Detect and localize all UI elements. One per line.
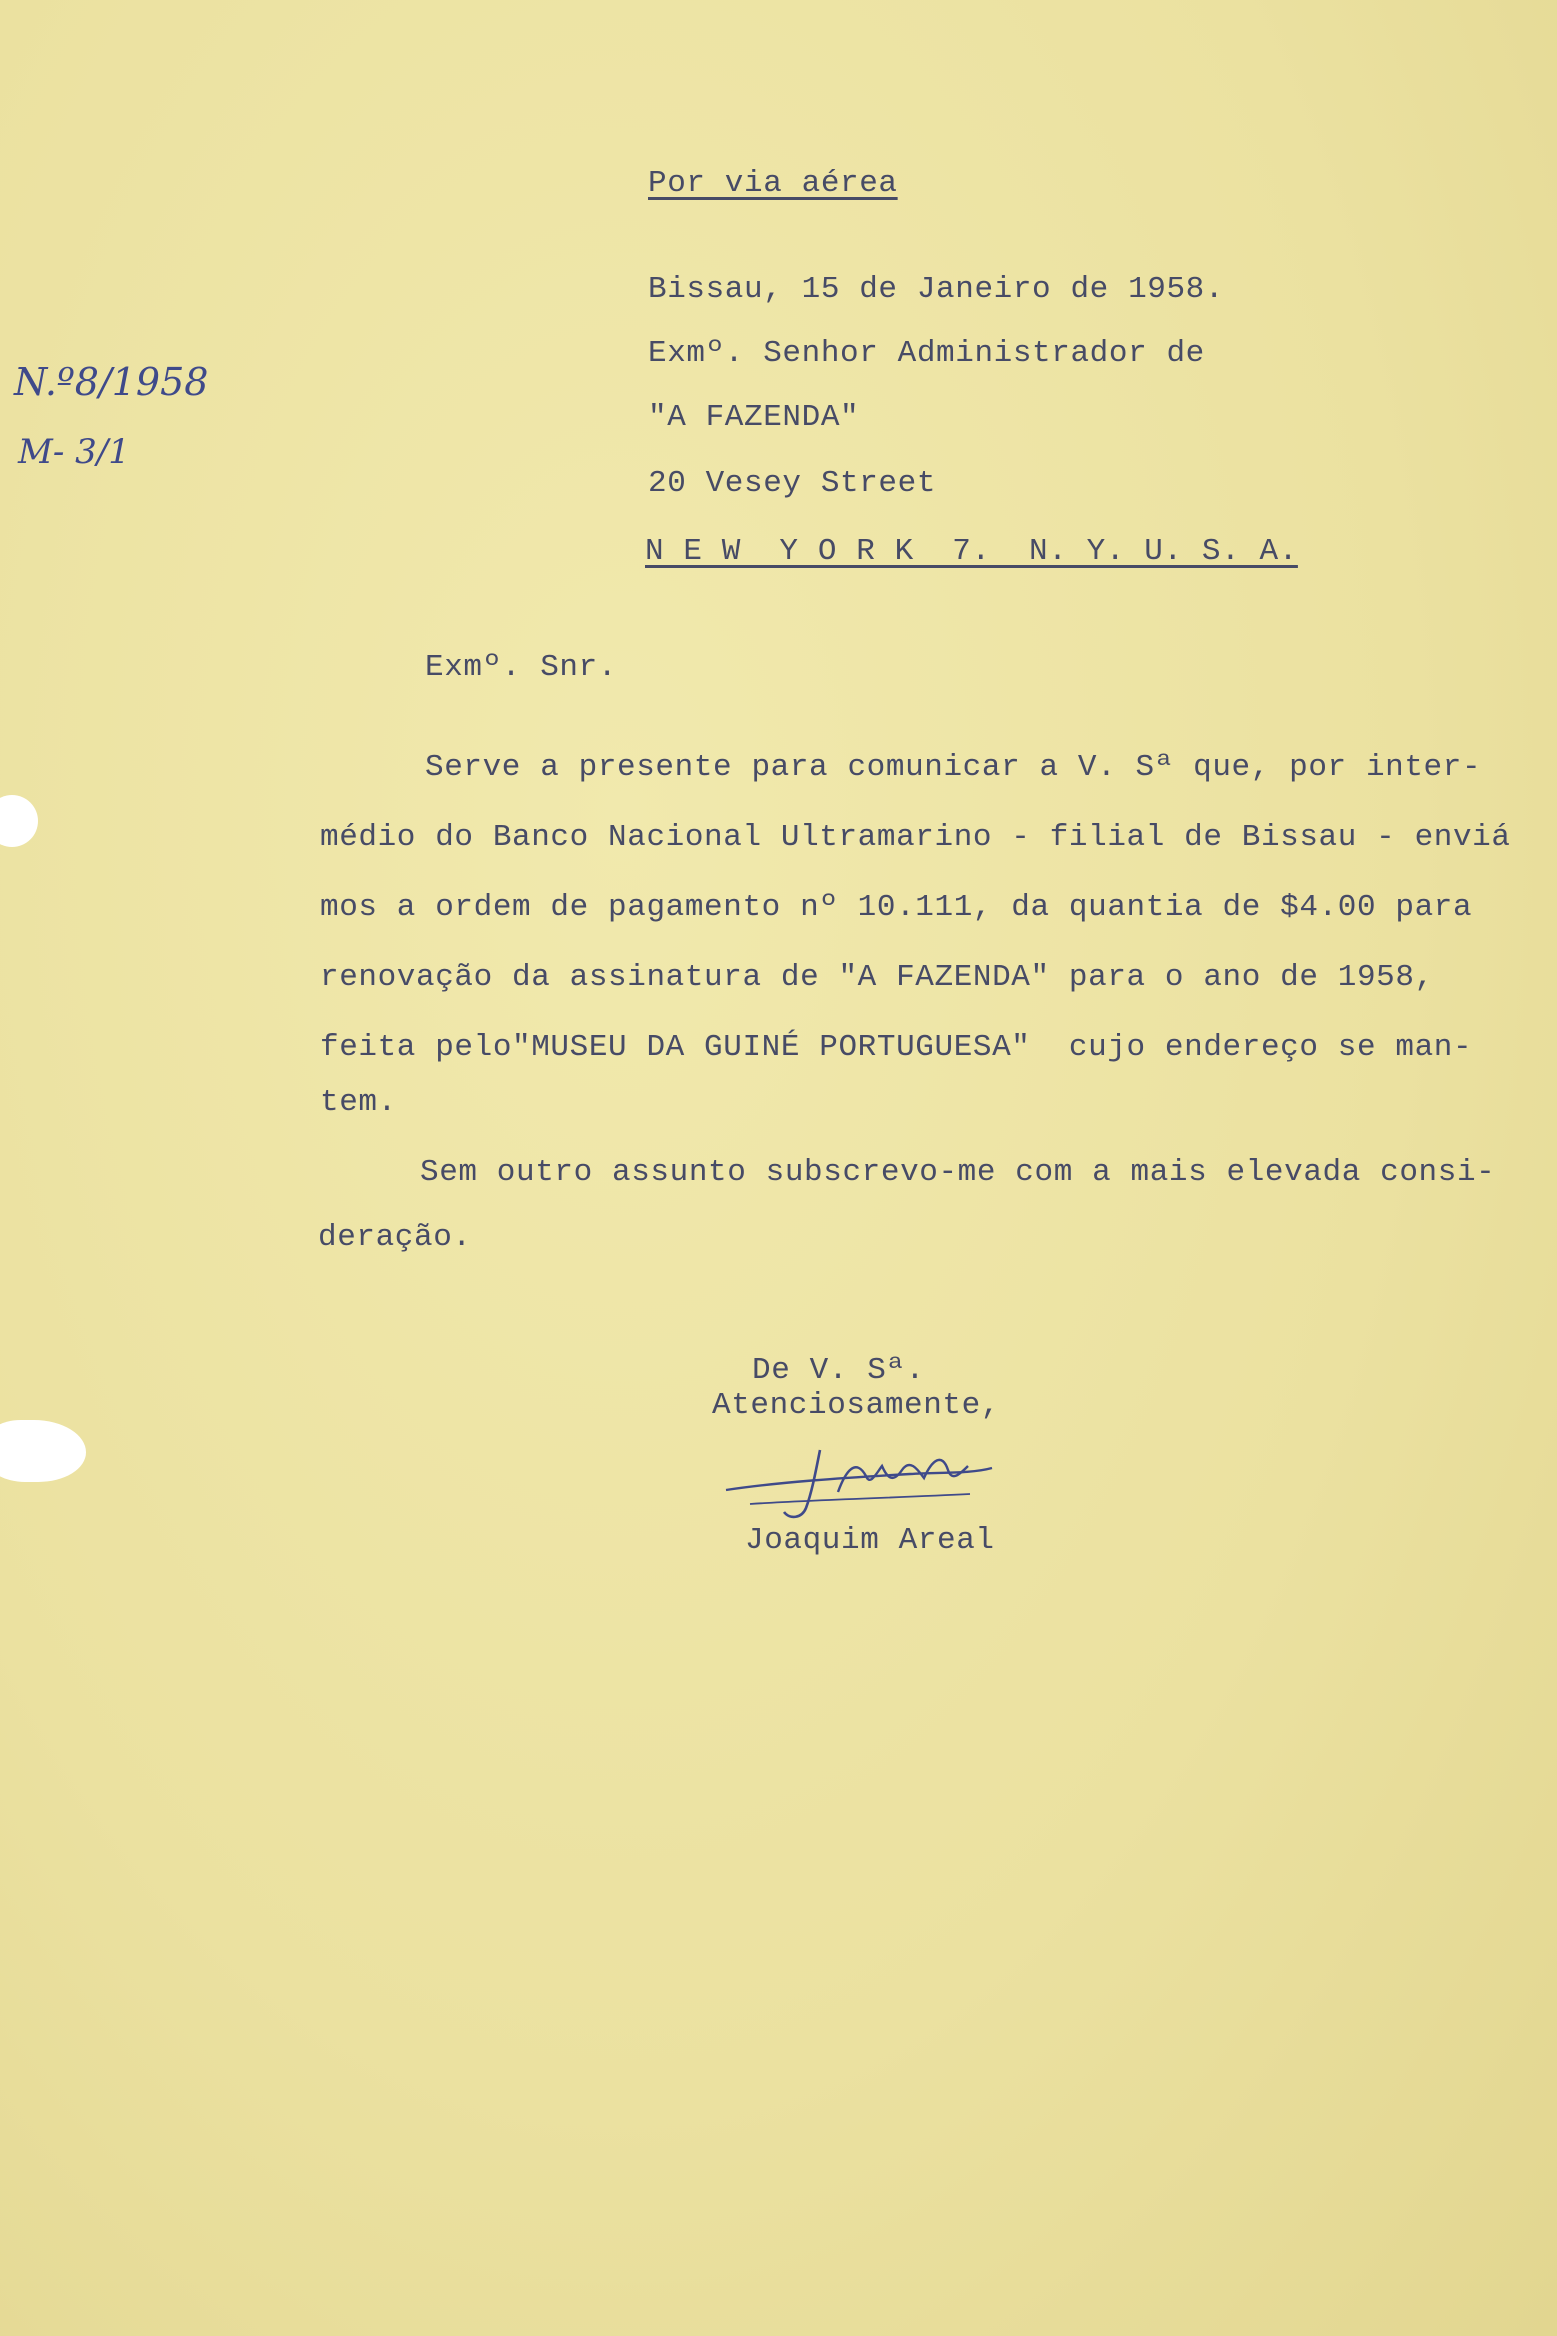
body-line: deração. <box>318 1220 472 1255</box>
body-line: médio do Banco Nacional Ultramarino - filial de Bissau - enviá <box>320 820 1511 855</box>
body-line: renovação da assinatura de "A FAZENDA" para o ano de 1958, <box>320 960 1434 995</box>
addressee-street: 20 Vesey Street <box>648 466 937 501</box>
body-line: Sem outro assunto subscrevo-me com a mais elevada consi- <box>420 1155 1496 1190</box>
closing-salutation: Atenciosamente, <box>712 1388 1001 1423</box>
airmail-note: Por via aérea <box>648 166 898 201</box>
margin-reference-note: N.º8/1958 <box>14 360 209 404</box>
addressee-city: N E W Y O R K 7. N. Y. U. S. A. <box>645 534 1298 569</box>
closing-line: De V. Sª. <box>752 1353 925 1388</box>
body-line: mos a ordem de pagamento nº 10.111, da quantia de $4.00 para <box>320 890 1473 925</box>
margin-file-code: M- 3/1 <box>18 432 130 472</box>
signatory-name: Joaquim Areal <box>745 1523 995 1558</box>
addressee-company: "A FAZENDA" <box>648 400 860 435</box>
body-line: Serve a presente para comunicar a V. Sª que, por inter- <box>425 750 1482 785</box>
salutation: Exmº. Snr. <box>425 650 618 685</box>
body-line: tem. <box>320 1085 397 1120</box>
date-line: Bissau, 15 de Janeiro de 1958. <box>648 272 1225 307</box>
body-line: feita pelo"MUSEU DA GUINÉ PORTUGUESA" cujo endereço se man- <box>320 1030 1473 1065</box>
addressee-title: Exmº. Senhor Administrador de <box>648 336 1205 371</box>
